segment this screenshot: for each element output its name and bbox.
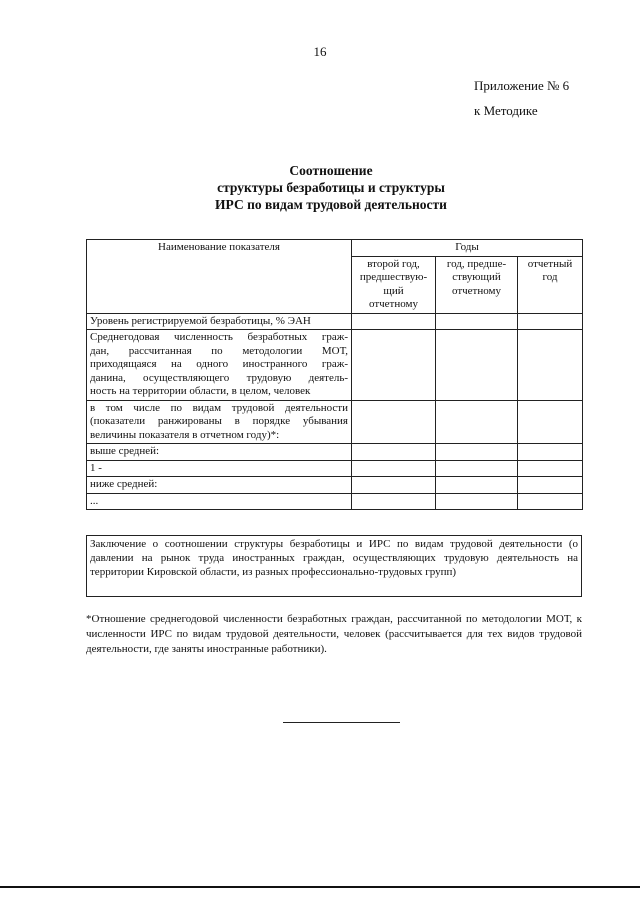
table-cell[interactable]: [436, 444, 518, 461]
text-line: ствующий: [452, 271, 501, 283]
text-line: (показатели ранжированы в порядке убывания: [90, 415, 348, 427]
table-row: [87, 400, 583, 444]
table-cell[interactable]: [518, 313, 583, 330]
table-row: [87, 493, 583, 510]
table-cell[interactable]: [518, 460, 583, 477]
table-cell[interactable]: [352, 460, 436, 477]
text-line: отчетному: [368, 298, 419, 310]
conclusion-box: Заключение о соотношении структуры безработицы и ИРС по видам трудовой деятельности (о давлении на рынок труда иностранных граждан, осуществляющих трудовую деятельность на территории Кировской области, из разных профессионально-трудовых групп): [86, 535, 582, 597]
text-line: ...: [90, 494, 99, 507]
header-years: Годы: [352, 240, 583, 257]
title-line-3: ИРС по видам трудовой деятельности: [215, 197, 447, 212]
table-row: [87, 330, 583, 401]
table-cell[interactable]: [352, 330, 436, 401]
text-line: предшествую-: [359, 271, 428, 283]
text-line: 1 -: [90, 461, 102, 474]
text-line: приходящаяся на одного иностранного граж-: [90, 358, 348, 370]
header-year-reporting: [518, 256, 583, 313]
footnote: *Отношение среднегодовой численности безработных граждан, рассчитанной по методологии МОТ, к численности ИРС по видам трудовой деятельности, человек (рассчитывается для тех видов трудовой деятельности, где заняты иностранные работники).: [86, 613, 582, 655]
table-cell[interactable]: [436, 493, 518, 510]
header-year-second-prior: [352, 256, 436, 313]
row-label: [87, 460, 352, 477]
text-line: отчетный: [527, 257, 573, 270]
table-row: [87, 444, 583, 461]
table-cell[interactable]: [436, 330, 518, 401]
table-cell[interactable]: [436, 400, 518, 444]
text-line: год, предше-: [446, 257, 507, 270]
table-cell[interactable]: [518, 444, 583, 461]
appendix-reference: к Методике: [474, 103, 538, 118]
text-line: ность на территории области, в целом, человек: [90, 385, 311, 397]
text-line: данина, осуществляющего трудовую деятель-: [90, 371, 348, 384]
row-label: [87, 493, 352, 510]
table-cell[interactable]: [436, 460, 518, 477]
title-line-2: структуры безработицы и структуры: [217, 180, 445, 195]
text-line: ниже средней:: [90, 478, 158, 490]
table-cell[interactable]: [518, 330, 583, 401]
text-line: выше средней:: [90, 445, 160, 457]
text-line: отчетному: [451, 284, 502, 297]
table-cell[interactable]: [352, 444, 436, 461]
table-cell[interactable]: [436, 477, 518, 494]
table-cell[interactable]: [352, 477, 436, 494]
table-cell[interactable]: [518, 493, 583, 510]
table-cell[interactable]: [436, 313, 518, 330]
text-line: в том числе по видам трудовой деятельности: [90, 401, 348, 414]
table-cell[interactable]: [352, 493, 436, 510]
text-line: Уровень регистрируемой безработицы, % ЭАН: [90, 314, 311, 327]
table-row: [87, 460, 583, 477]
table-cell[interactable]: [518, 477, 583, 494]
page-number: 16: [313, 44, 327, 59]
table-cell[interactable]: [352, 400, 436, 444]
title-line-1: Соотношение: [289, 163, 373, 178]
text-line: щий: [383, 284, 404, 297]
text-line: год: [542, 271, 558, 283]
table-cell[interactable]: [352, 313, 436, 330]
header-year-prior: [436, 256, 518, 313]
appendix-number: Приложение № 6: [474, 78, 570, 93]
text-line: дан, рассчитанная по методологии МОТ,: [90, 344, 348, 357]
row-label: [87, 477, 352, 494]
text-line: второй год,: [367, 257, 420, 270]
separator-line: [283, 722, 400, 723]
text-line: Среднегодовая численность безработных граж-: [90, 331, 348, 343]
page-bottom-border: [0, 886, 640, 888]
row-label: [87, 330, 352, 401]
row-label: [87, 313, 352, 330]
table-row: [87, 477, 583, 494]
row-label: [87, 400, 352, 444]
header-row: [87, 240, 583, 257]
row-label: [87, 444, 352, 461]
table-row: [87, 313, 583, 330]
table-cell[interactable]: [518, 400, 583, 444]
text-line: величины показателя в отчетном году)*:: [90, 428, 280, 441]
ratio-table: [86, 239, 583, 510]
header-indicator: Наименование показателя: [87, 240, 352, 314]
document-title: [150, 162, 512, 213]
